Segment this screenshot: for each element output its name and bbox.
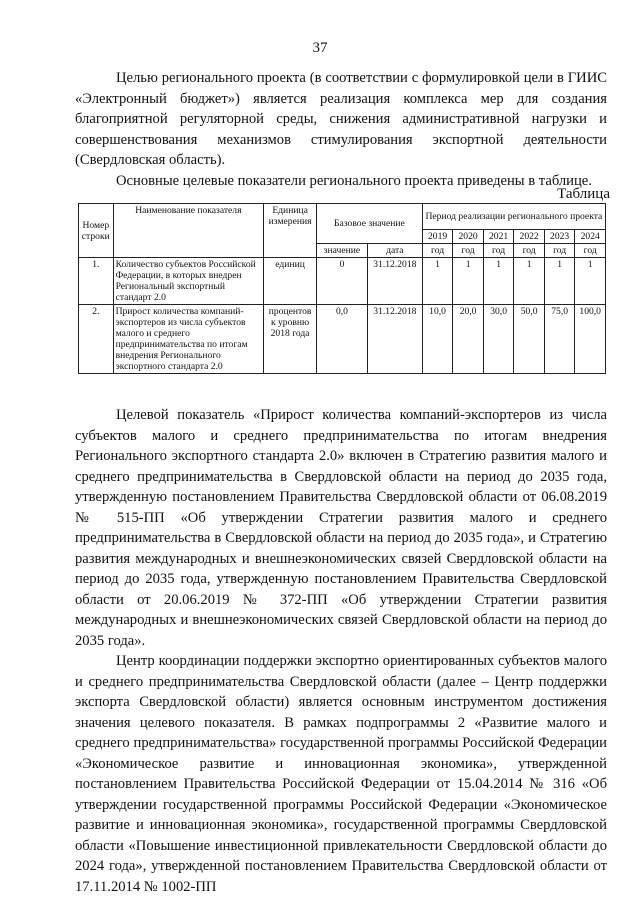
base-date-cell: 31.12.2018 (367, 258, 422, 305)
row-number-cell: 2. (79, 305, 114, 374)
intro-paragraph-goal: Целью регионального проекта (в соответствии с формулировкой цели в ГИИС «Электронный бюджет») является реализация комплекса мер для создания благоприятной регуляторной среды, снижения административной нагрузки и совершенствования механизмов стимулирования экспортной деятельности (Свердловская область). (75, 70, 607, 168)
year-value-cell: 1 (544, 258, 575, 305)
body-paragraph-target-indicator: Целевой показатель «Прирост количества компаний-экспортеров из числа субъектов малого и среднего предпринимательства по итогам внедрения Регионального экспортного стандарта 2.0» включен в Стратегию развития малого и среднего предпринимательства в Свердловской области на период до 2035 года, утвержденную постановлением Правительства Свердловской области от 06.08.2019 № 515-ПП «Об утверждении Стратегии развития малого и среднего предпринимательства в Свердловской области на период до 2035 года», и Стратегию развития международных и внешнеэкономических связей Свердловской области на период до 2035 года, утвержденную постановлением Правительства Свердловской области от 20.06.2019 № 372-ПП «Об утверждении Стратегии развития международных и внешнеэкономических связей Свердловской области на период до 2035 года». (75, 407, 607, 649)
header-year-suffix: год (422, 244, 453, 258)
body-paragraph-export-support-center: Центр координации поддержки экспортно ориентированных субъектов малого и среднего предпринимательства Свердловской области (далее – Центр поддержки экспорта Свердловской области) является основным инструментом достижения значения целевого показателя. В рамках подпрограммы 2 «Развитие малого и среднего предпринимательства» государственной программы Российской Федерации «Экономическое развитие и инновационная экономика», утвержденной постановлением Правительства Российской Федерации от 15.04.2014 № 316 «Об утверждении государственной программы Российской Федерации «Экономическое развитие и инновационная экономика», государственной программы Свердловской области «Повышение инвестиционной привлекательности Свердловской области до 2024 года», утвержденной постановлением Правительства Свердловской области от 17.11.2014 № 1002-ПП (75, 653, 607, 895)
header-year-2020: 2020 (453, 230, 484, 244)
table-row (79, 305, 606, 374)
body-text (75, 405, 607, 897)
header-year-2021: 2021 (483, 230, 514, 244)
unit-cell: процентов к уровню 2018 года (264, 305, 317, 374)
header-period: Период реализации регионального проекта (422, 204, 605, 230)
header-year-suffix: год (544, 244, 575, 258)
year-value-cell: 30,0 (483, 305, 514, 374)
page-number: 37 (312, 40, 328, 56)
unit-cell: единиц (264, 258, 317, 305)
intro-text (75, 68, 607, 191)
year-value-cell: 1 (483, 258, 514, 305)
year-value-cell: 50,0 (514, 305, 545, 374)
year-value-cell: 1 (575, 258, 606, 305)
year-value-cell: 20,0 (453, 305, 484, 374)
intro-paragraph-table-reference: Основные целевые показатели регионального проекта приведены в таблице. (116, 172, 592, 189)
header-year-2023: 2023 (544, 230, 575, 244)
year-value-cell: 75,0 (544, 305, 575, 374)
base-value-cell: 0 (317, 258, 368, 305)
indicator-name-cell: Количество субъектов Российской Федерации, в которых внедрен Региональный экспортный стандарт 2.0 (113, 258, 264, 305)
header-base-value-value: значение (317, 244, 368, 258)
year-value-cell: 10,0 (422, 305, 453, 374)
header-year-2022: 2022 (514, 230, 545, 244)
header-year-2024: 2024 (575, 230, 606, 244)
header-year-suffix: год (514, 244, 545, 258)
table-caption: Таблица (557, 186, 610, 202)
year-value-cell: 1 (514, 258, 545, 305)
header-base-value-date: дата (367, 244, 422, 258)
row-number-cell: 1. (79, 258, 114, 305)
base-value-cell: 0,0 (317, 305, 368, 374)
year-value-cell: 1 (453, 258, 484, 305)
header-indicator-name: Наименование показателя (113, 204, 264, 258)
base-date-cell: 31.12.2018 (367, 305, 422, 374)
year-value-cell: 100,0 (575, 305, 606, 374)
header-row-number: Номер строки (79, 204, 114, 258)
indicators-table (78, 203, 606, 374)
header-year-2019: 2019 (422, 230, 453, 244)
header-year-suffix: год (575, 244, 606, 258)
table-row (79, 258, 606, 305)
header-unit: Единица измерения (264, 204, 317, 258)
header-year-suffix: год (453, 244, 484, 258)
header-year-suffix: год (483, 244, 514, 258)
header-base-value: Базовое значение (317, 204, 423, 244)
indicator-name-cell: Прирост количества компаний-экспортеров из числа субъектов малого и среднего предпринимательства по итогам внедрения Регионального экспортного стандарта 2.0 (113, 305, 264, 374)
year-value-cell: 1 (422, 258, 453, 305)
